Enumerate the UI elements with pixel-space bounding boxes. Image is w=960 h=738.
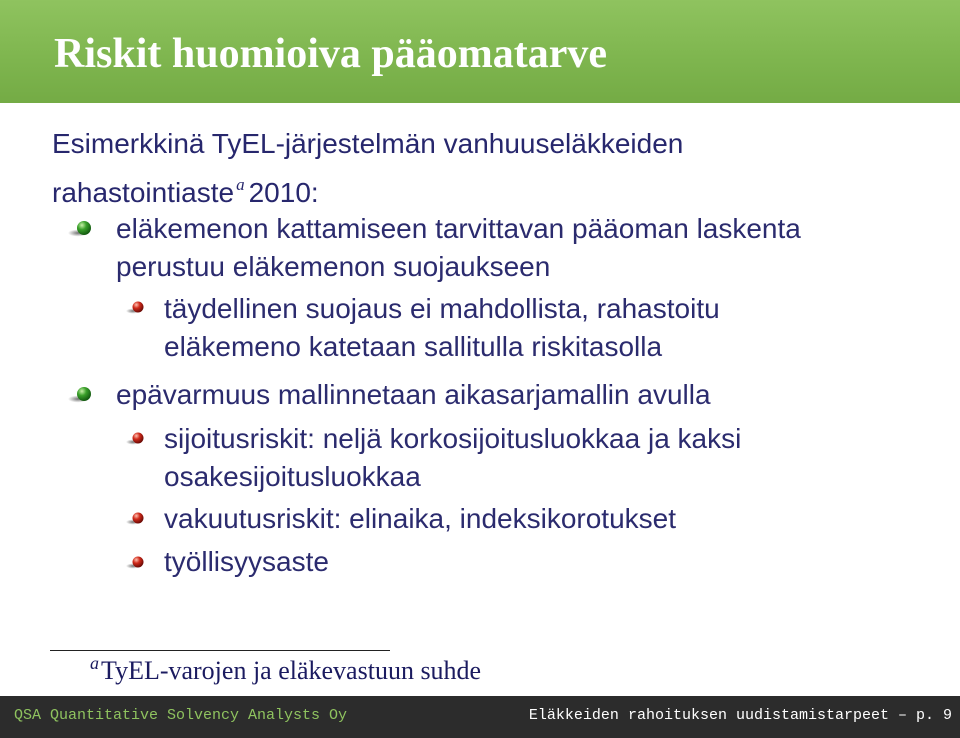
bullet-2-line-1: epävarmuus mallinnetaan aikasarjamallin avulla — [116, 379, 711, 410]
bullet-2-sub-3-line-1: työllisyysaste — [164, 546, 329, 577]
intro-line-2 — [52, 164, 683, 213]
footnote-text: TyEL-varojen ja eläkevastuun suhde — [101, 656, 482, 685]
slide-title: Riskit huomioiva pääomatarve — [54, 31, 608, 77]
bullet-2-sub-3-text — [164, 543, 329, 581]
title-bar — [0, 0, 960, 103]
bullet-1-line-2: perustuu eläkemenon suojaukseen — [116, 251, 551, 282]
bullet-2-sub-1-text — [164, 420, 741, 496]
footer-bar — [0, 696, 960, 738]
red-ball-bullet-icon — [126, 512, 146, 526]
intro-year: 2010: — [248, 177, 319, 208]
footnote — [90, 653, 481, 686]
bullet-2-sub-1-line-2: osakesijoitusluokkaa — [164, 461, 421, 492]
red-ball-bullet-icon — [126, 432, 146, 446]
red-ball-bullet-icon — [126, 301, 146, 315]
green-ball-bullet-icon — [68, 386, 94, 404]
bullet-2-sub-2-line-1: vakuutusriskit: elinaika, indeksikorotukset — [164, 503, 677, 534]
bullet-1-sub-1-text — [164, 290, 720, 366]
intro-text — [52, 123, 683, 213]
footer-organization: QSA Quantitative Solvency Analysts Oy — [14, 707, 348, 724]
bullet-2-sub-1-line-1: sijoitusriskit: neljä korkosijoitusluokkaa ja kaksi — [164, 423, 742, 454]
bullet-1-sub-1-line-1: täydellinen suojaus ei mahdollista, rahastoitu — [164, 293, 720, 324]
bullet-1-line-1: eläkemenon kattamiseen tarvittavan pääoman laskenta — [116, 213, 801, 244]
green-ball-bullet-icon — [68, 220, 94, 238]
footnote-marker: a — [236, 175, 245, 194]
bullet-1-sub-1-line-2: eläkemeno katetaan sallitulla riskitasolla — [164, 331, 663, 362]
footnote-divider — [50, 650, 390, 651]
bullet-1-text — [116, 210, 801, 286]
footer-title-page: Eläkkeiden rahoituksen uudistamistarpeet – p. 9 — [528, 707, 952, 724]
footnote-marker: a — [90, 653, 99, 673]
red-ball-bullet-icon — [126, 556, 146, 570]
bullet-2-sub-2-text — [164, 500, 676, 538]
intro-line-1: Esimerkkinä TyEL-järjestelmän vanhuuseläkkeiden — [52, 128, 684, 159]
intro-label: rahastointiaste — [52, 177, 235, 208]
bullet-2-text — [116, 376, 711, 414]
